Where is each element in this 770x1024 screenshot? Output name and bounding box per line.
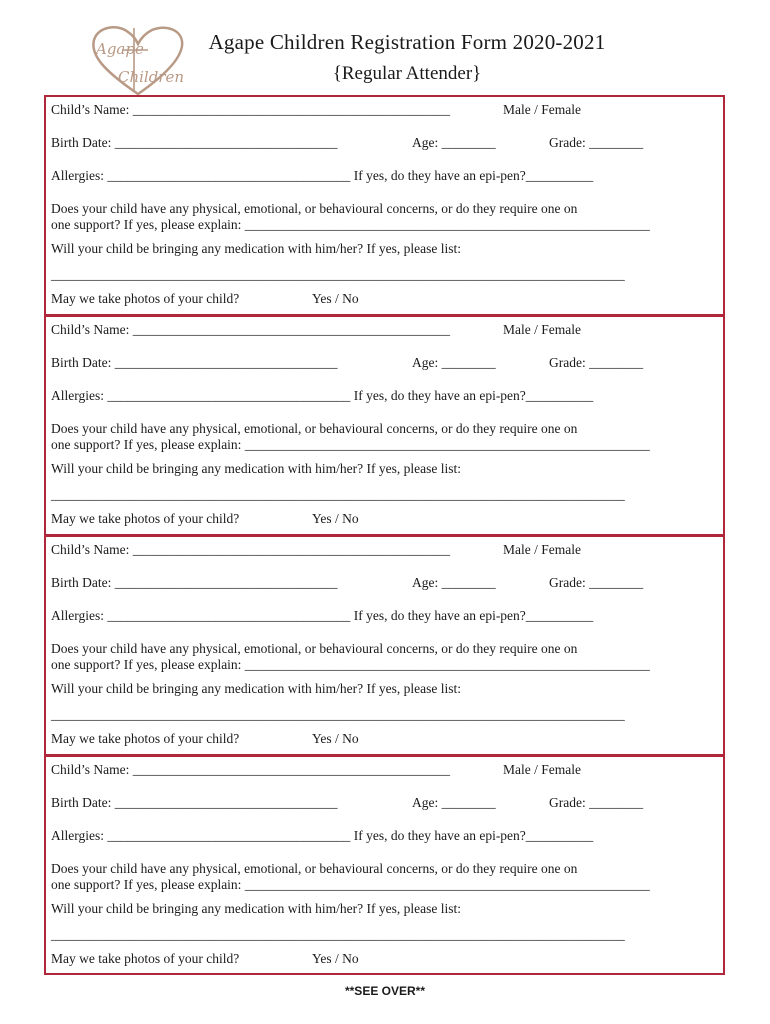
form-subtitle: {Regular Attender}	[332, 63, 482, 84]
photos-question: May we take photos of your child?	[51, 291, 240, 306]
childs-name-field[interactable]: Child’s Name: _______________________________________________	[51, 542, 450, 557]
photos-answer[interactable]: Yes / No	[312, 951, 359, 966]
grade-field[interactable]: Grade: ________	[549, 795, 644, 810]
allergies-field[interactable]: Allergies: ____________________________________ If yes, do they have an epi-pen?__________	[51, 608, 594, 623]
svg-text:Children: Children	[118, 68, 185, 86]
photos-answer[interactable]: Yes / No	[312, 291, 359, 306]
medication-question: Will your child be bringing any medication with him/her? If yes, please list:	[51, 901, 461, 916]
birth-date-field[interactable]: Birth Date: _________________________________	[51, 795, 338, 810]
form-title: Agape Children Registration Form 2020-2021	[208, 30, 606, 54]
concerns-question: Does your child have any physical, emotional, or behavioural concerns, or do they require one on	[51, 861, 578, 876]
allergies-field[interactable]: Allergies: ____________________________________ If yes, do they have an epi-pen?__________	[51, 388, 594, 403]
medication-list-field[interactable]: _____________________________________________________________________________________	[51, 927, 625, 942]
grade-field[interactable]: Grade: ________	[549, 355, 644, 370]
grade-field[interactable]: Grade: ________	[549, 575, 644, 590]
photos-question: May we take photos of your child?	[51, 731, 240, 746]
concerns-question: Does your child have any physical, emotional, or behavioural concerns, or do they require one on	[51, 641, 578, 656]
medication-list-field[interactable]: _____________________________________________________________________________________	[51, 707, 625, 722]
medication-question: Will your child be bringing any medication with him/her? If yes, please list:	[51, 681, 461, 696]
allergies-field[interactable]: Allergies: ____________________________________ If yes, do they have an epi-pen?__________	[51, 828, 594, 843]
gender-field[interactable]: Male / Female	[503, 322, 581, 337]
gender-field[interactable]: Male / Female	[503, 102, 581, 117]
concerns-explain-field[interactable]: one support? If yes, please explain: ____________________________________________________________	[51, 877, 650, 892]
age-field[interactable]: Age: ________	[412, 135, 496, 150]
photos-answer[interactable]: Yes / No	[312, 511, 359, 526]
childs-name-field[interactable]: Child’s Name: _______________________________________________	[51, 322, 450, 337]
gender-field[interactable]: Male / Female	[503, 762, 581, 777]
medication-question: Will your child be bringing any medication with him/her? If yes, please list:	[51, 241, 461, 256]
medication-list-field[interactable]: _____________________________________________________________________________________	[51, 487, 625, 502]
svg-text:Agape: Agape	[96, 40, 144, 58]
photos-answer[interactable]: Yes / No	[312, 731, 359, 746]
childs-name-field[interactable]: Child’s Name: _______________________________________________	[51, 102, 450, 117]
age-field[interactable]: Age: ________	[412, 795, 496, 810]
birth-date-field[interactable]: Birth Date: _________________________________	[51, 575, 338, 590]
grade-field[interactable]: Grade: ________	[549, 135, 644, 150]
childs-name-field[interactable]: Child’s Name: _______________________________________________	[51, 762, 450, 777]
age-field[interactable]: Age: ________	[412, 355, 496, 370]
concerns-question: Does your child have any physical, emotional, or behavioural concerns, or do they require one on	[51, 421, 578, 436]
gender-field[interactable]: Male / Female	[503, 542, 581, 557]
medication-list-field[interactable]: _____________________________________________________________________________________	[51, 267, 625, 282]
concerns-explain-field[interactable]: one support? If yes, please explain: ____________________________________________________________	[51, 437, 650, 452]
age-field[interactable]: Age: ________	[412, 575, 496, 590]
child-section-1	[44, 95, 725, 316]
birth-date-field[interactable]: Birth Date: _________________________________	[51, 355, 338, 370]
allergies-field[interactable]: Allergies: ____________________________________ If yes, do they have an epi-pen?__________	[51, 168, 594, 183]
child-section-2	[44, 315, 725, 536]
concerns-explain-field[interactable]: one support? If yes, please explain: ____________________________________________________________	[51, 657, 650, 672]
medication-question: Will your child be bringing any medication with him/her? If yes, please list:	[51, 461, 461, 476]
see-over-note: **SEE OVER**	[344, 984, 426, 998]
concerns-question: Does your child have any physical, emotional, or behavioural concerns, or do they require one on	[51, 201, 578, 216]
photos-question: May we take photos of your child?	[51, 511, 240, 526]
child-section-4	[44, 755, 725, 975]
birth-date-field[interactable]: Birth Date: _________________________________	[51, 135, 338, 150]
photos-question: May we take photos of your child?	[51, 951, 240, 966]
child-section-3	[44, 535, 725, 756]
concerns-explain-field[interactable]: one support? If yes, please explain: ____________________________________________________________	[51, 217, 650, 232]
